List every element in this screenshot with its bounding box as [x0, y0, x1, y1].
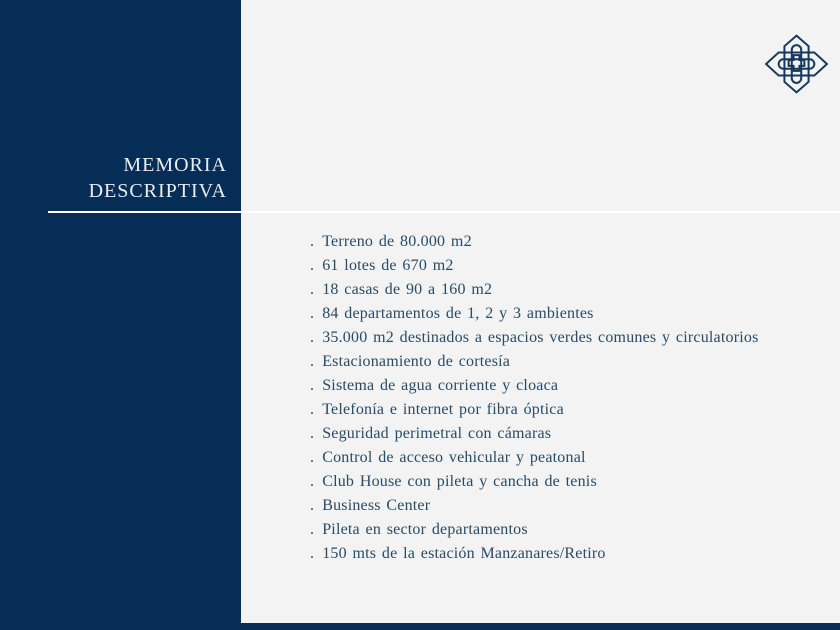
- list-item: [310, 350, 759, 374]
- logo: [765, 33, 828, 95]
- sidebar-panel: [0, 0, 241, 630]
- list-item-text: Estacionamiento de cortesía: [322, 353, 511, 370]
- list-item: [310, 398, 759, 422]
- bullet-dot: .: [310, 257, 315, 274]
- list-item: [310, 542, 759, 566]
- bullet-dot: .: [310, 353, 315, 370]
- list-item-text: 84 departamentos de 1, 2 y 3 ambientes: [322, 305, 594, 322]
- page-title: [7, 152, 227, 204]
- bullet-dot: .: [310, 401, 315, 418]
- bullet-dot: .: [310, 233, 315, 250]
- list-item: [310, 494, 759, 518]
- list-item: [310, 446, 759, 470]
- list-item: [310, 470, 759, 494]
- bullet-dot: .: [310, 545, 315, 562]
- list-item: [310, 230, 759, 254]
- list-item: [310, 518, 759, 542]
- list-item: [310, 254, 759, 278]
- page-title-line1: MEMORIA: [123, 154, 227, 176]
- list-item-text: Terreno de 80.000 m2: [322, 233, 472, 250]
- bullet-dot: .: [310, 473, 315, 490]
- list-item: [310, 302, 759, 326]
- list-item: [310, 422, 759, 446]
- bullet-dot: .: [310, 521, 315, 538]
- bullet-dot: .: [310, 425, 315, 442]
- bullet-dot: .: [310, 449, 315, 466]
- list-item: [310, 326, 759, 350]
- list-item: [310, 374, 759, 398]
- list-item-text: Seguridad perimetral con cámaras: [322, 425, 552, 442]
- title-underline: [48, 211, 840, 213]
- list-item-text: Business Center: [322, 497, 431, 514]
- emblem-icon: [765, 33, 828, 95]
- page-title-line2: DESCRIPTIVA: [88, 180, 227, 202]
- list-item-text: Telefonía e internet por fibra óptica: [322, 401, 564, 418]
- list-item-text: 18 casas de 90 a 160 m2: [322, 281, 493, 298]
- bullet-dot: .: [310, 497, 315, 514]
- list-item-text: Sistema de agua corriente y cloaca: [322, 377, 559, 394]
- bullet-dot: .: [310, 329, 315, 346]
- list-item-text: 35.000 m2 destinados a espacios verdes comunes y circulatorios: [322, 329, 759, 346]
- bullet-dot: .: [310, 281, 315, 298]
- bullet-dot: .: [310, 377, 315, 394]
- list-item-text: Club House con pileta y cancha de tenis: [322, 473, 597, 490]
- bullet-dot: .: [310, 305, 315, 322]
- list-item-text: Control de acceso vehicular y peatonal: [322, 449, 586, 466]
- list-item-text: Pileta en sector departamentos: [322, 521, 528, 538]
- list-item-text: 61 lotes de 670 m2: [322, 257, 454, 274]
- feature-list: [310, 230, 759, 566]
- list-item: [310, 278, 759, 302]
- list-item-text: 150 mts de la estación Manzanares/Retiro: [322, 545, 606, 562]
- bottom-bar: [0, 623, 840, 630]
